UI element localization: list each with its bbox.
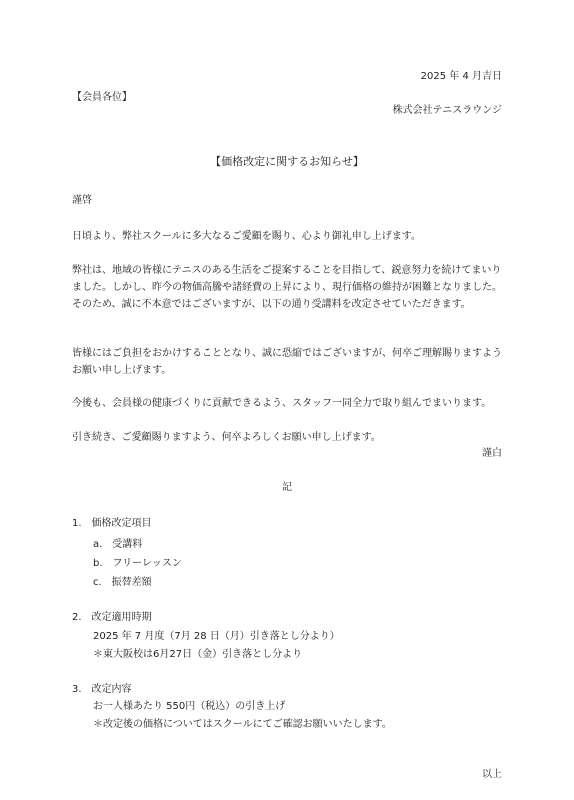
sender-company: 株式会社テニスラウンジ — [392, 105, 502, 116]
reason-paragraph: 弊社は、地域の皆様にテニスのある生活をご提案することを目指して、鋭意努力を続けてまいりました。しかし、昨今の物価高騰や諸経費の上昇により、現行価格の維持が困難となりました。そのため、誠に不本意ではございますが、以下の通り受講料を改定させていただきます。 — [72, 265, 502, 310]
list-item: c. 振替差額 — [93, 577, 152, 588]
closing-salutation: 謹白 — [482, 448, 502, 459]
addressee: 【会員各位】 — [72, 92, 132, 103]
list-item: b. フリーレッスン — [93, 558, 182, 569]
section-heading-revision-details: 3. 改定内容 — [72, 684, 132, 695]
document-title: 【価格改定に関するお知らせ】 — [210, 155, 364, 168]
revision-detail-line: お一人様あたり 550円（税込）の引き上げ — [93, 701, 286, 712]
section-heading-effective-date: 2. 改定適用時期 — [72, 612, 152, 623]
list-item: a. 受講料 — [93, 539, 143, 550]
continued-patronage-paragraph: 引き続き、ご愛顧賜りますよう、何卒よろしくお願い申し上げます。 — [72, 432, 381, 443]
opening-salutation: 謹啓 — [72, 195, 92, 206]
greeting-paragraph: 日頃より、弊社スクールに多大なるご愛顧を賜り、心より御礼申し上げます。 — [72, 231, 421, 242]
issue-date: 2025 年 4 月吉日 — [420, 71, 502, 82]
section-heading-price-items: 1. 価格改定項目 — [72, 518, 152, 529]
revision-detail-note: ＊改定後の価格についてはスクールにてご確認お願いいたします。 — [93, 719, 392, 730]
ki-marker: 記 — [282, 482, 292, 493]
effective-date-note: ＊東大阪校は6月27日（金）引き落とし分より — [93, 649, 303, 660]
commitment-paragraph: 今後も、会員様の健康づくりに貢献できるよう、スタッフ一同全力で取り組んでまいります。 — [72, 398, 492, 409]
end-marker: 以上 — [482, 769, 502, 780]
apology-paragraph: 皆様にはご負担をおかけすることとなり、誠に恐縮ではございますが、何卒ご理解賜りますようお願い申し上げます。 — [72, 348, 502, 376]
effective-date-line: 2025 年 7 月度（7月 28 日（月）引き落とし分より） — [93, 631, 340, 642]
